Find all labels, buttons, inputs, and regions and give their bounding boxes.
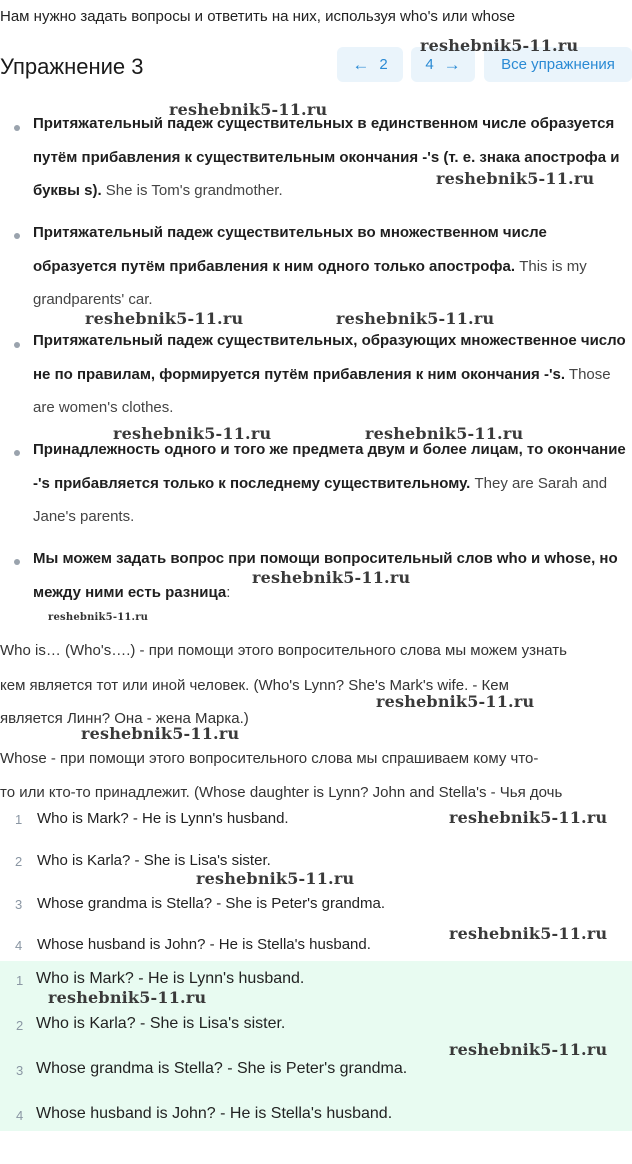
whose-explanation-line: то или кто-то принадлежит. (Whose daughter is Lynn? John and Stella's - Чья дочь bbox=[0, 784, 563, 801]
task-description: Нам нужно задать вопросы и ответить на них, используя who's или whose bbox=[0, 8, 516, 25]
rule-example: They are Sarah and Jane's parents. bbox=[33, 474, 608, 525]
watermark: reshebnik5-11.ru bbox=[48, 612, 149, 623]
who-explanation-line: является Линн? Она - жена Марка.) bbox=[0, 710, 249, 727]
watermark: reshebnik5-11.ru bbox=[252, 568, 411, 587]
question-text: Who is Karla? - She is Lisa's sister. bbox=[37, 852, 271, 869]
rule-text: Притяжательный падеж существительных в единственном числе образуется путём прибавления к существительным окончания -'s (т. е. знака апострофа и буквы s). bbox=[33, 115, 620, 199]
rule-text: Притяжательный падеж существительных во множественном числе образуется путём прибавления к ним одного только апострофа. bbox=[33, 224, 547, 275]
prev-exercise-button[interactable] bbox=[337, 47, 403, 82]
who-explanation-line: кем является тот или иной человек. (Who's Lynn? She's Mark's wife. - Кем bbox=[0, 677, 509, 694]
watermark: reshebnik5-11.ru bbox=[81, 724, 240, 743]
all-exercises-label: Все упражнения bbox=[501, 56, 615, 73]
prev-exercise-label: 2 bbox=[379, 56, 388, 73]
question-text: Whose husband is John? - He is Stella's husband. bbox=[37, 936, 371, 953]
question-item bbox=[0, 810, 632, 850]
rule-text: Мы можем задать вопрос при помощи вопросительный слов who и whose, но между ними есть разница bbox=[33, 550, 618, 601]
arrow-left-icon: ← bbox=[352, 54, 370, 74]
watermark: reshebnik5-11.ru bbox=[113, 424, 272, 443]
next-exercise-button[interactable] bbox=[411, 47, 475, 82]
watermark: reshebnik5-11.ru bbox=[169, 100, 328, 119]
arrow-right-icon: → bbox=[443, 54, 461, 74]
watermark: reshebnik5-11.ru bbox=[85, 309, 244, 328]
watermark: reshebnik5-11.ru bbox=[449, 808, 608, 827]
answer-text: Whose grandma is Stella? - She is Peter's grandma. bbox=[36, 1060, 408, 1077]
bullet bbox=[14, 125, 20, 131]
watermark: reshebnik5-11.ru bbox=[376, 692, 535, 711]
watermark: reshebnik5-11.ru bbox=[336, 309, 495, 328]
watermark: reshebnik5-11.ru bbox=[48, 988, 207, 1007]
item-number: 3 bbox=[16, 1063, 24, 1078]
watermark: reshebnik5-11.ru bbox=[420, 36, 579, 55]
watermark: reshebnik5-11.ru bbox=[365, 424, 524, 443]
rule-item bbox=[33, 542, 630, 609]
watermark: reshebnik5-11.ru bbox=[449, 1040, 608, 1059]
item-number: 4 bbox=[16, 1108, 24, 1123]
watermark: reshebnik5-11.ru bbox=[196, 869, 355, 888]
rule-item bbox=[33, 216, 630, 317]
rule-item bbox=[33, 107, 630, 208]
next-exercise-label: 4 bbox=[425, 56, 434, 73]
answer-text: Whose husband is John? - He is Stella's husband. bbox=[36, 1105, 393, 1122]
item-number: 2 bbox=[16, 1018, 24, 1033]
who-explanation-line: Who is… (Who's….) - при помощи этого вопросительного слова мы можем узнать bbox=[0, 642, 567, 659]
bullet bbox=[14, 233, 20, 239]
item-number: 1 bbox=[15, 812, 23, 827]
item-number: 3 bbox=[15, 897, 23, 912]
item-number: 1 bbox=[16, 973, 24, 988]
answer-box bbox=[0, 961, 632, 1131]
watermark: reshebnik5-11.ru bbox=[436, 169, 595, 188]
rule-example: : bbox=[226, 583, 231, 601]
rule-example: Those are women's clothes. bbox=[33, 365, 611, 416]
answer-text: Who is Karla? - She is Lisa's sister. bbox=[36, 1015, 286, 1032]
question-text: Who is Mark? - He is Lynn's husband. bbox=[37, 810, 289, 827]
all-exercises-button[interactable] bbox=[484, 47, 632, 82]
question-text: Whose grandma is Stella? - She is Peter's grandma. bbox=[37, 895, 386, 912]
rule-example: This is my grandparents' car. bbox=[33, 257, 587, 308]
question-item bbox=[0, 852, 632, 892]
rule-item bbox=[33, 433, 630, 534]
rule-item bbox=[33, 324, 630, 425]
whose-explanation-line: Whose - при помощи этого вопросительного слова мы спрашиваем кому что- bbox=[0, 750, 539, 767]
bullet bbox=[14, 342, 20, 348]
bullet bbox=[14, 559, 20, 565]
rule-text: Принадлежность одного и того же предмета двум и более лицам, то окончание -'s прибавляется только к последнему существительному. bbox=[33, 441, 626, 492]
watermark: reshebnik5-11.ru bbox=[449, 924, 608, 943]
question-item bbox=[0, 895, 632, 935]
item-number: 4 bbox=[15, 938, 23, 953]
page-title: Упражнение 3 bbox=[0, 54, 144, 79]
rule-example: She is Tom's grandmother. bbox=[101, 182, 283, 199]
bullet bbox=[14, 450, 20, 456]
answer-text: Who is Mark? - He is Lynn's husband. bbox=[36, 970, 305, 987]
item-number: 2 bbox=[15, 854, 23, 869]
rule-text: Притяжательный падеж существительных, образующих множественное число не по правилам, формируется путём прибавления к ним окончания -'s. bbox=[33, 332, 626, 383]
